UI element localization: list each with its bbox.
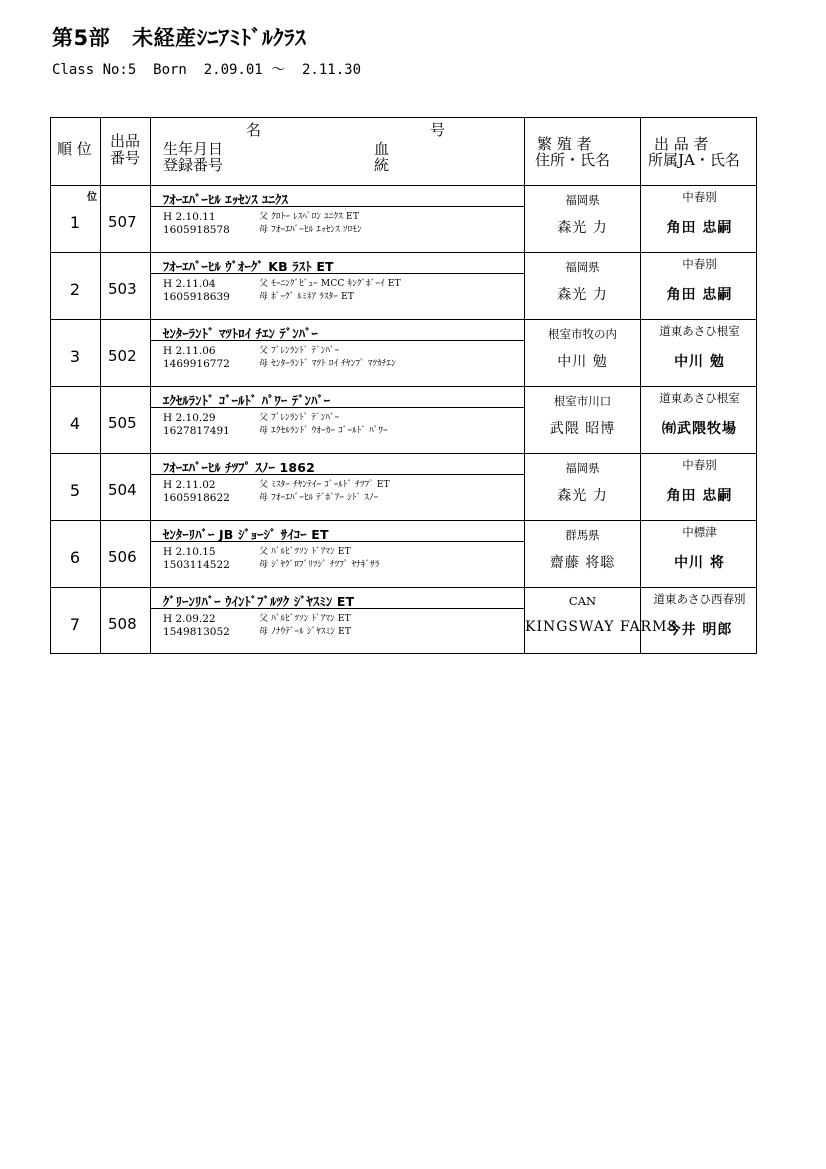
table-row: [51, 386, 756, 453]
birth-date: H 2.10.11: [163, 211, 216, 223]
exhibitor-ja: 中春別: [682, 257, 717, 271]
class-name: 未経産ｼﾆｱﾐﾄﾞﾙｸﾗｽ: [132, 26, 307, 50]
breeder-address: 福岡県: [565, 260, 600, 274]
rank-cell: 3: [69, 347, 81, 366]
birth-date: H 2.11.06: [163, 345, 216, 357]
dam: 母 ﾌｵｰｴﾊﾞｰﾋﾙ ｴｯｾﾝｽ ｿﾛﾓﾝ: [259, 225, 362, 235]
header-reg-no: 登録番号: [163, 156, 224, 174]
breeder-address: 福岡県: [565, 461, 600, 475]
birth-date: H 2.09.22: [163, 613, 216, 625]
registration-number: 1503114522: [163, 559, 230, 571]
header-entry-no-1: 出品: [110, 132, 141, 150]
breeder-name: 齋藤 将聡: [549, 555, 616, 571]
breeder-name: 森光 力: [557, 488, 608, 504]
results-table: [50, 117, 757, 654]
table-row: [51, 453, 756, 520]
sire: 父 ﾊﾞﾙﾋﾞﾂｿﾝ ﾄﾞｱﾏﾝ ET: [259, 547, 351, 557]
registration-number: 1469916772: [163, 358, 230, 370]
table-row: [51, 252, 756, 319]
animal-name: ｾﾝﾀｰﾗﾝﾄﾞ ﾏﾂﾄﾛｲ ﾁｴﾝ ﾃﾞﾝﾊﾞｰ: [163, 326, 318, 341]
animal-name: ｾﾝﾀｰﾘﾊﾞｰ JB ｼﾞｮｰｼﾞ ｻｲｺｰ ET: [163, 527, 329, 542]
entry-number: 503: [108, 280, 137, 298]
birth-sire-line: [163, 211, 523, 224]
entry-number: 505: [108, 414, 137, 432]
exhibitor-ja: 道東あさひ根室: [659, 324, 740, 338]
dam: 母 ｼﾞﾔｸﾞﾛﾌﾞﾘﾂｼﾞ ﾁﾂﾌﾟ ﾔﾅｷﾞｻﾗ: [259, 560, 380, 570]
header-breeder-1: 繁 殖 者: [537, 135, 592, 153]
animal-name: ｸﾞﾘｰﾝﾘﾊﾞｰ ｳｲﾝﾄﾞﾌﾞﾙﾂｸ ｼﾞﾔｽﾐﾝ ET: [163, 594, 355, 609]
birth-date: H 2.10.29: [163, 412, 216, 424]
header-exhibitor-2: 所属JA・氏名: [648, 151, 740, 169]
row-divider: [51, 319, 756, 320]
reg-dam-line: [163, 291, 523, 304]
birth-sire-line: [163, 412, 523, 425]
exhibitor-name: 角田 忠嗣: [666, 287, 733, 303]
rank-marker: 位: [87, 192, 97, 203]
registration-number: 1605918622: [163, 492, 230, 504]
exhibitor-ja: 道東あさひ根室: [659, 391, 740, 405]
sire: 父 ﾌﾞﾚﾝﾗﾝﾄﾞ ﾃﾞﾝﾊﾞｰ: [259, 346, 340, 356]
reg-dam-line: [163, 358, 523, 371]
header-pedigree-1: 血: [374, 140, 390, 158]
exhibitor-name: 角田 忠嗣: [666, 488, 733, 504]
entry-number: 504: [108, 481, 137, 499]
breeder-address: 福岡県: [565, 193, 600, 207]
header-name-2: 号: [430, 121, 446, 139]
birth-sire-line: [163, 613, 523, 626]
exhibitor-name: 中川 勉: [674, 354, 725, 370]
animal-name: ﾌｵｰｴﾊﾞｰﾋﾙ ｳﾞｵｰｸﾞ KB ﾗｽﾄ ET: [163, 259, 334, 274]
birth-sire-line: [163, 345, 523, 358]
reg-dam-line: [163, 626, 523, 639]
dam: 母 ﾉﾅｳﾃﾞｰﾙ ｼﾞﾔｽﾐﾝ ET: [259, 627, 352, 637]
rank-cell: 4: [69, 414, 81, 433]
breeder-name: KINGSWAY FARMS: [525, 619, 679, 635]
breeder-name: 森光 力: [557, 220, 608, 236]
reg-dam-line: [163, 559, 523, 572]
dam: 母 ﾎﾞｰｸﾞ ﾙﾐﾈｱ ﾗｽﾀｰ ET: [259, 292, 355, 302]
sire: 父 ｸﾛﾄｰ ﾚｽﾍﾟﾛﾝ ﾕﾆｸｽ ET: [259, 212, 360, 222]
exhibitor-ja: 中春別: [682, 458, 717, 472]
dam: 母 ｾﾝﾀｰﾗﾝﾄﾞ ﾏﾂﾄ ﾛｲ ﾁﾔﾝﾌﾟ ﾏﾂｶﾁｴﾝ: [259, 359, 396, 369]
class-subtitle: Class No:5 Born 2.09.01 ～ 2.11.30: [52, 62, 362, 78]
exhibitor-ja: 中標津: [682, 525, 717, 539]
row-divider: [51, 386, 756, 387]
header-exhibitor-1: 出 品 者: [654, 135, 709, 153]
row-divider: [51, 185, 756, 186]
reg-dam-line: [163, 492, 523, 505]
row-divider: [51, 587, 756, 588]
registration-number: 1549813052: [163, 626, 230, 638]
header-birth-date: 生年月日: [163, 140, 224, 158]
row-divider: [51, 520, 756, 521]
row-divider: [51, 252, 756, 253]
entry-number: 506: [108, 548, 137, 566]
dam: 母 ｴｸｾﾙﾗﾝﾄﾞ ｳｵｰｶｰ ｺﾞｰﾙﾄﾞ ﾊﾟﾜｰ: [259, 426, 388, 436]
exhibitor-ja: 道東あさひ西春別: [653, 592, 746, 606]
birth-date: H 2.11.02: [163, 479, 216, 491]
registration-number: 1627817491: [163, 425, 230, 437]
animal-name: ﾌｵｰｴﾊﾞｰﾋﾙ ﾁﾂﾌﾟ ｽﾉｰ 1862: [163, 460, 316, 475]
rank-cell: 5: [69, 481, 81, 500]
header-pedigree-2: 統: [374, 156, 390, 174]
header-breeder-2: 住所・氏名: [535, 151, 611, 169]
sire: 父 ﾓｰﾆﾝｸﾞﾋﾞｭｰ MCC ｷﾝｸﾞﾎﾞｰｲ ET: [259, 279, 401, 289]
rank-cell: 2: [69, 280, 81, 299]
birth-sire-line: [163, 546, 523, 559]
birth-sire-line: [163, 479, 523, 492]
reg-dam-line: [163, 425, 523, 438]
birth-date: H 2.11.04: [163, 278, 216, 290]
birth-date: H 2.10.15: [163, 546, 216, 558]
animal-name: ｴｸｾﾙﾗﾝﾄﾞ ｺﾞｰﾙﾄﾞ ﾊﾟﾜｰ ﾃﾞﾝﾊﾞｰ: [163, 393, 331, 408]
sire: 父 ﾐｽﾀｰ ﾁﾔﾝﾃｲｰ ｺﾞｰﾙﾄﾞ ﾁﾂﾌﾟ ET: [259, 480, 390, 490]
rank-cell: 1: [69, 213, 81, 232]
dam: 母 ﾌｵｰｴﾊﾞｰﾋﾙ ﾃﾞﾎﾞｱｰ ｼﾄﾞ ｽﾉｰ: [259, 493, 379, 503]
row-divider: [51, 453, 756, 454]
breeder-address: 根室市牧の内: [548, 327, 617, 341]
table-row: [51, 185, 756, 252]
rank-cell: 6: [69, 548, 81, 567]
exhibitor-name: ㈲武隈牧場: [662, 421, 737, 437]
table-row: [51, 520, 756, 587]
page-title: [52, 22, 306, 52]
rank-cell: 7: [69, 615, 81, 634]
exhibitor-name: 中川 将: [674, 555, 725, 571]
registration-number: 1605918578: [163, 224, 230, 236]
animal-name: ﾌｵｰｴﾊﾞｰﾋﾙ ｴｯｾﾝｽ ﾕﾆｸｽ: [163, 192, 289, 207]
registration-number: 1605918639: [163, 291, 230, 303]
entry-number: 507: [108, 213, 137, 231]
breeder-name: 森光 力: [557, 287, 608, 303]
reg-dam-line: [163, 224, 523, 237]
breeder-address: 群馬県: [565, 528, 600, 542]
table-row: [51, 319, 756, 386]
exhibitor-ja: 中春別: [682, 190, 717, 204]
entry-number: 502: [108, 347, 137, 365]
exhibitor-name: 今井 明郎: [666, 622, 733, 638]
sire: 父 ﾊﾞﾙﾋﾞﾂｿﾝ ﾄﾞｱﾏﾝ ET: [259, 614, 351, 624]
header-rank: 順 位: [57, 140, 92, 158]
sire: 父 ﾌﾞﾚﾝﾗﾝﾄﾞ ﾃﾞﾝﾊﾞｰ: [259, 413, 340, 423]
header-entry-no-2: 番号: [110, 149, 141, 167]
entry-number: 508: [108, 615, 137, 633]
birth-sire-line: [163, 278, 523, 291]
division-label: 第5部: [52, 26, 111, 50]
breeder-address: CAN: [568, 594, 597, 608]
breeder-name: 武隈 昭博: [549, 421, 616, 437]
breeder-name: 中川 勉: [557, 354, 608, 370]
header-name-1: 名: [246, 121, 262, 139]
exhibitor-name: 角田 忠嗣: [666, 220, 733, 236]
breeder-address: 根室市川口: [553, 394, 612, 408]
table-row: [51, 587, 756, 654]
